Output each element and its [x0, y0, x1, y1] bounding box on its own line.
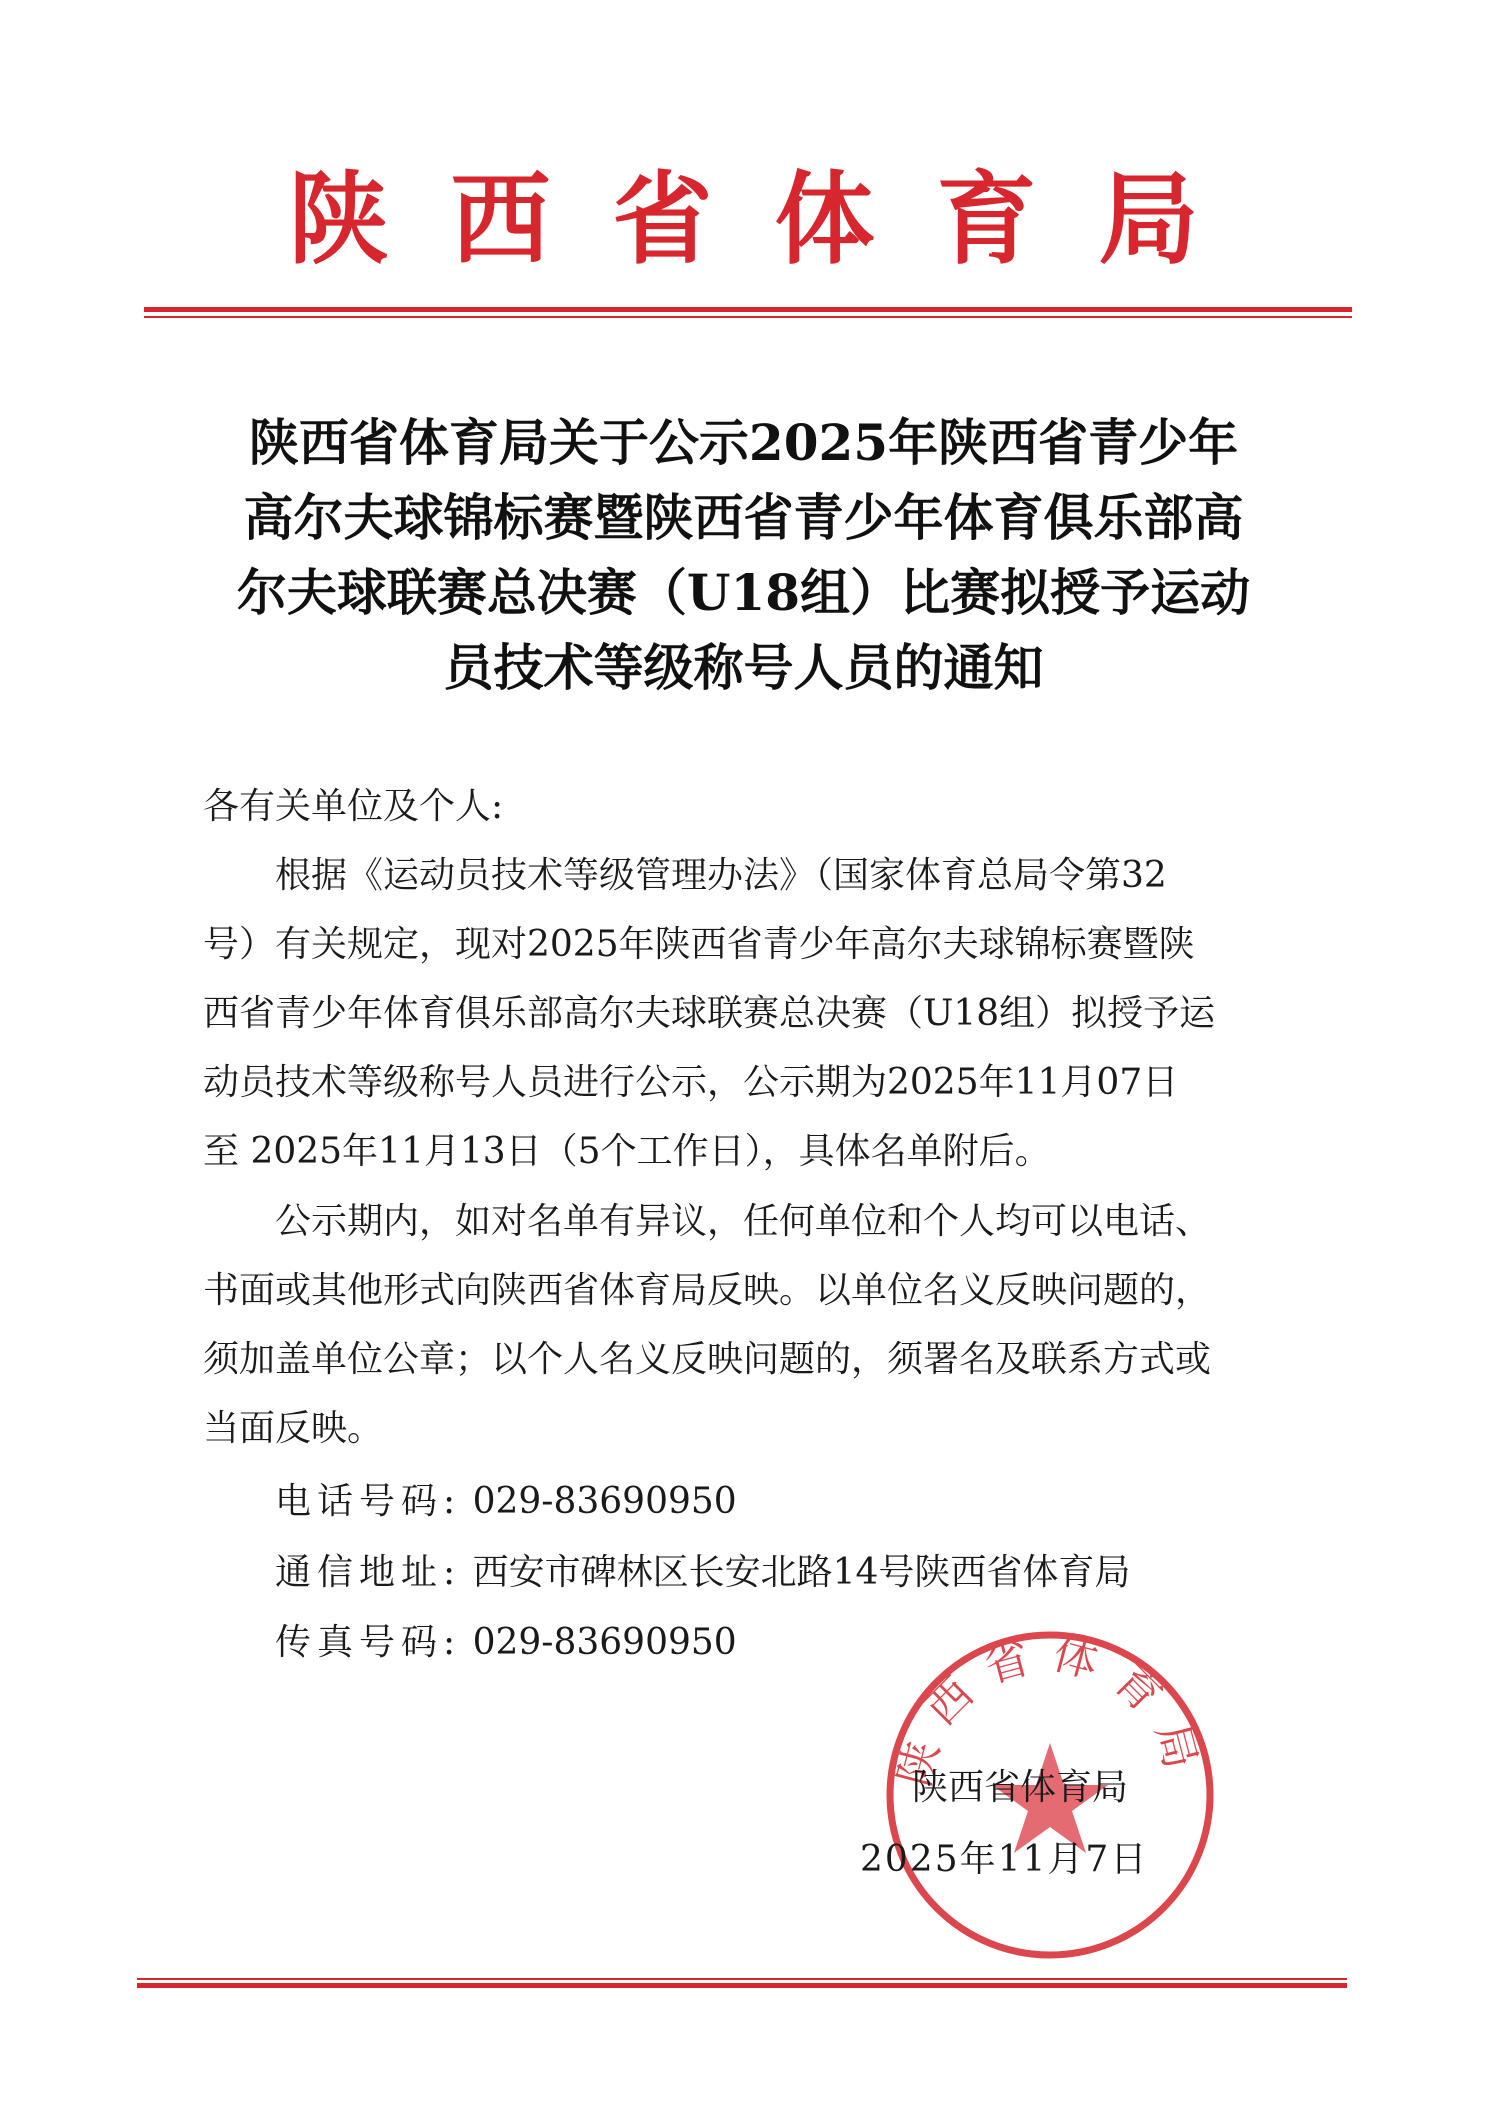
bottom-red-rule-thin: [137, 1978, 1347, 1980]
title-line: 尔夫球联赛总决赛（U18组）比赛拟授予运动: [236, 563, 1251, 622]
paragraph-objection: [203, 1187, 1303, 1463]
address-label: 通信地址:: [275, 1552, 462, 1593]
address-value: 西安市碑林区长安北路14号陕西省体育局: [472, 1552, 1131, 1593]
title-line: 陕西省体育局关于公示2025年陕西省青少年: [248, 413, 1239, 472]
paragraph-line: 西省青少年体育俱乐部高尔夫球联赛总决赛（U18组）拟授予运: [203, 993, 1216, 1034]
paragraph-line: 公示期内，如对名单有异议，任何单位和个人均可以电话、: [275, 1201, 1212, 1242]
signature-block: [860, 1752, 1220, 1896]
phone-label: 电话号码:: [275, 1481, 462, 1522]
contact-address: [275, 1538, 1130, 1608]
paragraph-line: 须加盖单位公章；以个人名义反映问题的，须署名及联系方式或: [203, 1339, 1212, 1380]
notice-title: [180, 405, 1307, 705]
seal-text: 陕西省体育局: [889, 1627, 1211, 1792]
salutation: 各有关单位及个人:: [203, 786, 504, 827]
signature-date: 2025年11月7日: [860, 1839, 1149, 1880]
paragraph-line: 至 2025年11月13日（5个工作日），具体名单附后。: [203, 1131, 1051, 1172]
fax-label: 传真号码:: [275, 1622, 462, 1663]
paragraph-line: 根据《运动员技术等级管理办法》（国家体育总局令第32: [275, 855, 1167, 896]
title-line: 员技术等级称号人员的通知: [443, 638, 1044, 697]
top-red-rule-thin: [144, 316, 1352, 318]
paragraph-line: 书面或其他形式向陕西省体育局反映。以单位名义反映问题的，: [203, 1270, 1212, 1311]
phone-value: 029-83690950: [472, 1481, 737, 1522]
paragraph-line: 动员技术等级称号人员进行公示，公示期为2025年11月07日: [203, 1062, 1179, 1103]
masthead-title: 陕西省体育局: [288, 161, 1261, 278]
contact-phone: [275, 1467, 737, 1537]
signature-org: 陕西省体育局: [912, 1767, 1129, 1808]
top-red-rule-thick: [144, 307, 1352, 312]
paragraph-line: 当面反映。: [203, 1408, 384, 1449]
bottom-red-rule-thick: [137, 1983, 1347, 1988]
paragraph-line: 号）有关规定，现对2025年陕西省青少年高尔夫球锦标赛暨陕: [203, 924, 1195, 965]
contact-fax: [275, 1608, 737, 1678]
title-line: 高尔夫球锦标赛暨陕西省青少年体育俱乐部高: [243, 488, 1244, 547]
paragraph-announcement: [203, 841, 1303, 1186]
fax-value: 029-83690950: [472, 1622, 737, 1663]
